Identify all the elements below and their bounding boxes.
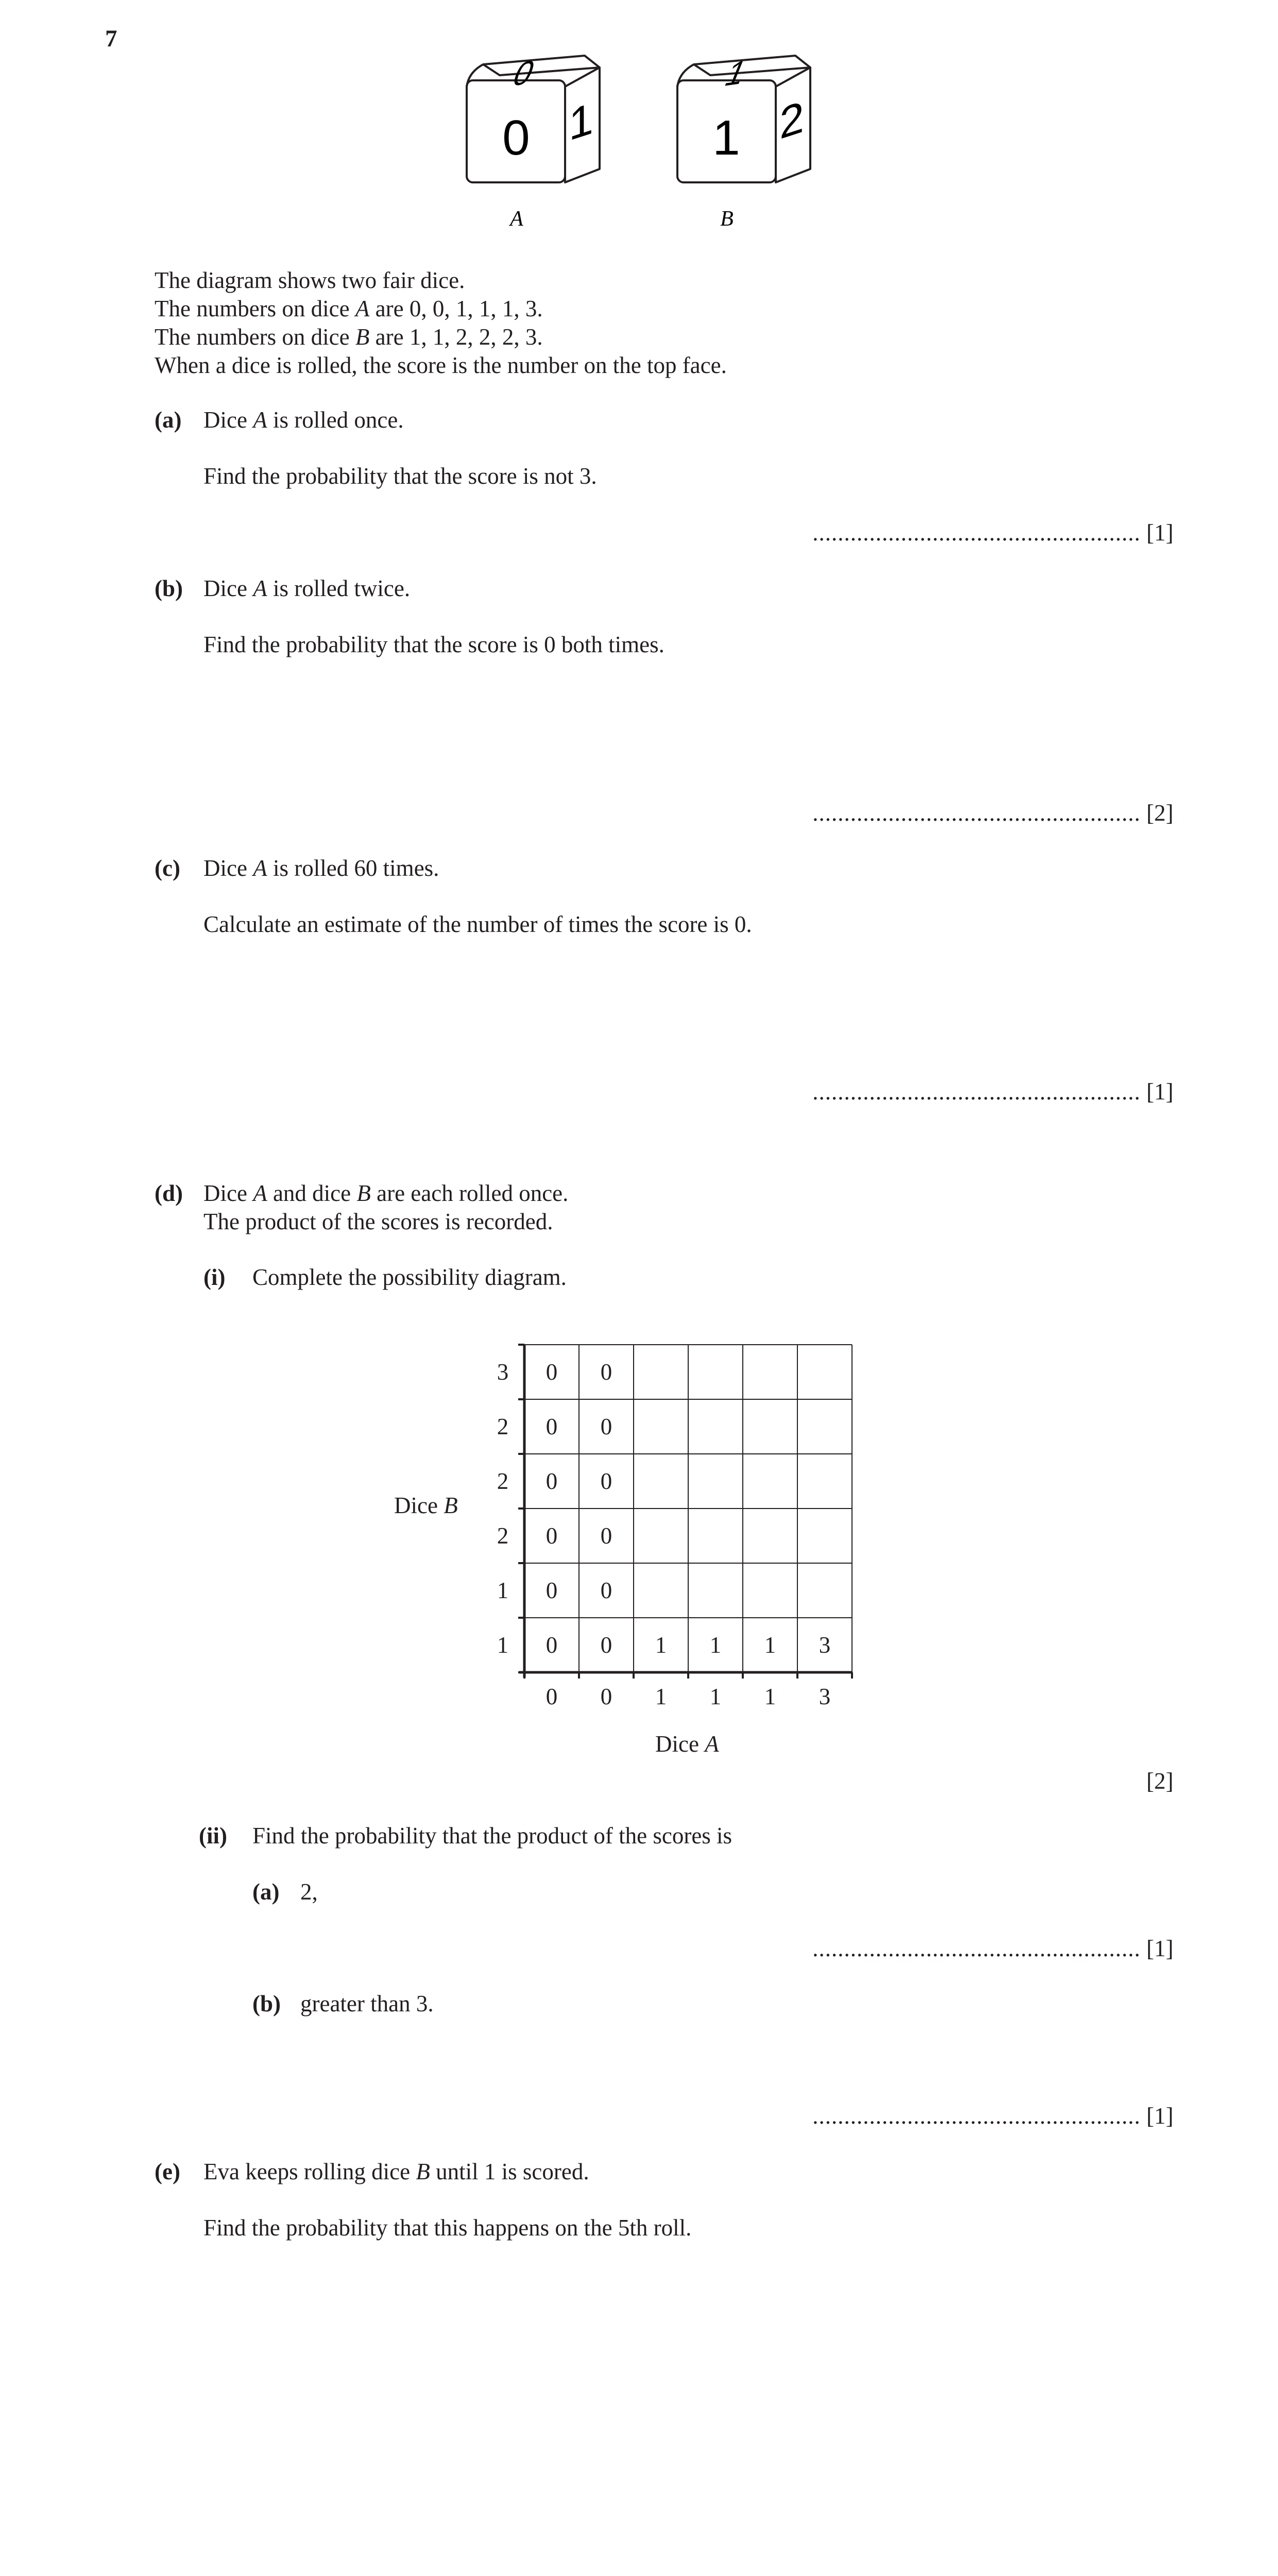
part-d-i-instruction: Complete the possibility diagram. [252,1264,567,1290]
part-b-instruction: Find the probability that the score is 0 both times. [203,632,664,657]
part-d-i-marks: [2] [1146,1768,1173,1794]
die-b-side-number: 2 [779,91,804,149]
part-a-statement: Dice A is rolled once. [203,407,404,433]
part-a-marks: [1] [1146,520,1173,546]
grid-cell-value: 0 [546,1468,558,1494]
grid-cell-value: 0 [600,1468,612,1494]
die-a-label: A [510,207,523,231]
grid-cell-value: 0 [546,1359,558,1385]
part-b-marks: [2] [1146,800,1173,826]
part-d-ii-b-answer-line[interactable]: .................................................... [1] [812,2103,1173,2129]
part-c-answer-line[interactable]: .................................................... [1] [812,1079,1173,1105]
grid-cell-value: 0 [546,1632,558,1658]
grid-cell-value: 0 [546,1414,558,1439]
grid-cell-value: 1 [655,1632,667,1658]
dice-b-value-label: 3 [497,1359,509,1385]
dice-a-value-label: 1 [764,1684,776,1709]
part-d-ii-b-label: (b) [252,1991,281,2016]
intro-line-1: The diagram shows two fair dice. [155,267,465,293]
part-d-ii-b-text: greater than 3. [300,1991,434,2016]
part-d-statement: Dice A and dice B are each rolled once. [203,1180,569,1206]
grid-cell-value: 0 [546,1578,558,1603]
die-b [677,53,810,182]
grid-cell-value: 0 [600,1359,612,1385]
dice-b-value-label: 1 [497,1632,509,1658]
part-d-label: (d) [155,1180,183,1206]
part-c-label: (c) [155,855,180,881]
part-b-label: (b) [155,575,183,601]
die-b-front-number: 1 [712,110,740,165]
grid-cell-value: 0 [600,1578,612,1603]
part-a-label: (a) [155,407,182,433]
grid-cell-value: 0 [600,1523,612,1549]
grid-cell-value: 0 [600,1632,612,1658]
part-e-instruction: Find the probability that this happens on the 5th roll. [203,2215,692,2241]
part-d-ii-a-text: 2, [300,1879,318,1905]
grid-cell-value: 0 [600,1414,612,1439]
dice-a-value-label: 0 [600,1684,612,1709]
dice-a-axis-label: Dice A [655,1731,719,1757]
die-b-top-number: 1 [719,53,753,94]
intro-line-3: The numbers on dice B are 1, 1, 2, 2, 2, 3. [155,324,543,350]
grid-cell-value: 1 [764,1632,776,1658]
dice-b-axis-label: Dice B [394,1493,458,1518]
part-d-ii-a-label: (a) [252,1879,280,1905]
part-b-answer-line[interactable]: .................................................... [2] [812,800,1173,826]
die-b-label: B [720,207,734,231]
dice-b-value-label: 2 [497,1523,509,1549]
part-a-instruction: Find the probability that the score is not 3. [203,463,597,489]
part-b-statement: Dice A is rolled twice. [203,575,411,601]
part-e-statement: Eva keeps rolling dice B until 1 is scored. [203,2159,589,2184]
part-d-ii-a-marks: [1] [1146,1936,1173,1961]
dice-b-value-label: 2 [497,1414,509,1439]
die-a-top-number: 0 [507,53,540,94]
die-a-side-number: 1 [569,92,593,150]
grid-cell-value: 0 [546,1523,558,1549]
dice-b-value-label: 1 [497,1578,509,1603]
part-e-label: (e) [155,2159,180,2184]
part-d-ii-label: (ii) [199,1823,227,1849]
part-a-answer-line[interactable]: .................................................... [1] [812,520,1173,546]
part-d-ii-b-marks: [1] [1146,2103,1173,2129]
dice-b-value-label: 2 [497,1468,509,1494]
part-d-i-label: (i) [203,1264,226,1290]
dice-a-value-label: 0 [546,1684,558,1709]
grid-cell-value: 3 [819,1632,831,1658]
part-d-ii-a-answer-line[interactable]: .................................................... [1] [812,1936,1173,1961]
part-c-statement: Dice A is rolled 60 times. [203,855,439,881]
possibility-diagram [0,1319,1278,1783]
part-d-statement-2: The product of the scores is recorded. [203,1209,553,1234]
intro-line-2: The numbers on dice A are 0, 0, 1, 1, 1, 3. [155,296,543,321]
grid-cell-value: 1 [709,1632,722,1658]
part-c-marks: [1] [1146,1079,1173,1105]
dice-a-value-label: 1 [655,1684,667,1709]
dice-figure [0,52,1278,289]
question-number: 7 [105,25,117,52]
part-c-instruction: Calculate an estimate of the number of times the score is 0. [203,911,752,937]
intro-line-4: When a dice is rolled, the score is the number on the top face. [155,352,727,378]
die-a [467,53,600,182]
part-d-ii-instruction: Find the probability that the product of the scores is [252,1823,732,1849]
dice-a-value-label: 3 [819,1684,831,1709]
die-a-front-number: 0 [502,110,530,165]
dice-a-value-label: 1 [709,1684,722,1709]
